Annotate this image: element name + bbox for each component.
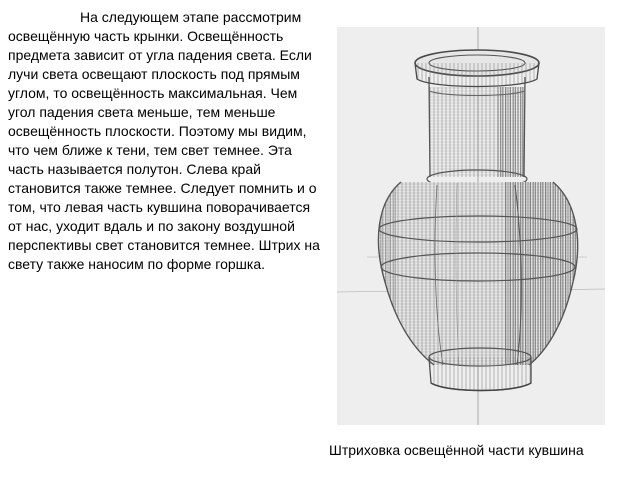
- jug-drawing-illustration: [337, 27, 605, 425]
- jug-sketch-svg: [337, 27, 605, 425]
- jug-body: [367, 177, 587, 372]
- figure-caption: Штриховка освещённой части кувшина: [329, 442, 584, 458]
- body-text-block: [8, 8, 326, 274]
- jug-neck: [429, 77, 525, 177]
- body-paragraph: На следующем этапе рассмотрим освещённую часть крынки. Освещённость предмета зависит от угла падения света. Если лучи света освещают плоскость под прямым углом, то освещённость максимальная. Чем угол падения света меньше, тем меньше освещённость плоскости. Поэтому мы видим, что чем ближе к тени, тем свет темнее. Эта часть называется полутон. Слева край становится также темнее. Следует помнить и о том, что левая часть кувшина поворачивается от нас, уходит вдаль и по закону воздушной перспективы свет становится темнее. Штрих на свету также наносим по форме горшка.: [8, 9, 320, 272]
